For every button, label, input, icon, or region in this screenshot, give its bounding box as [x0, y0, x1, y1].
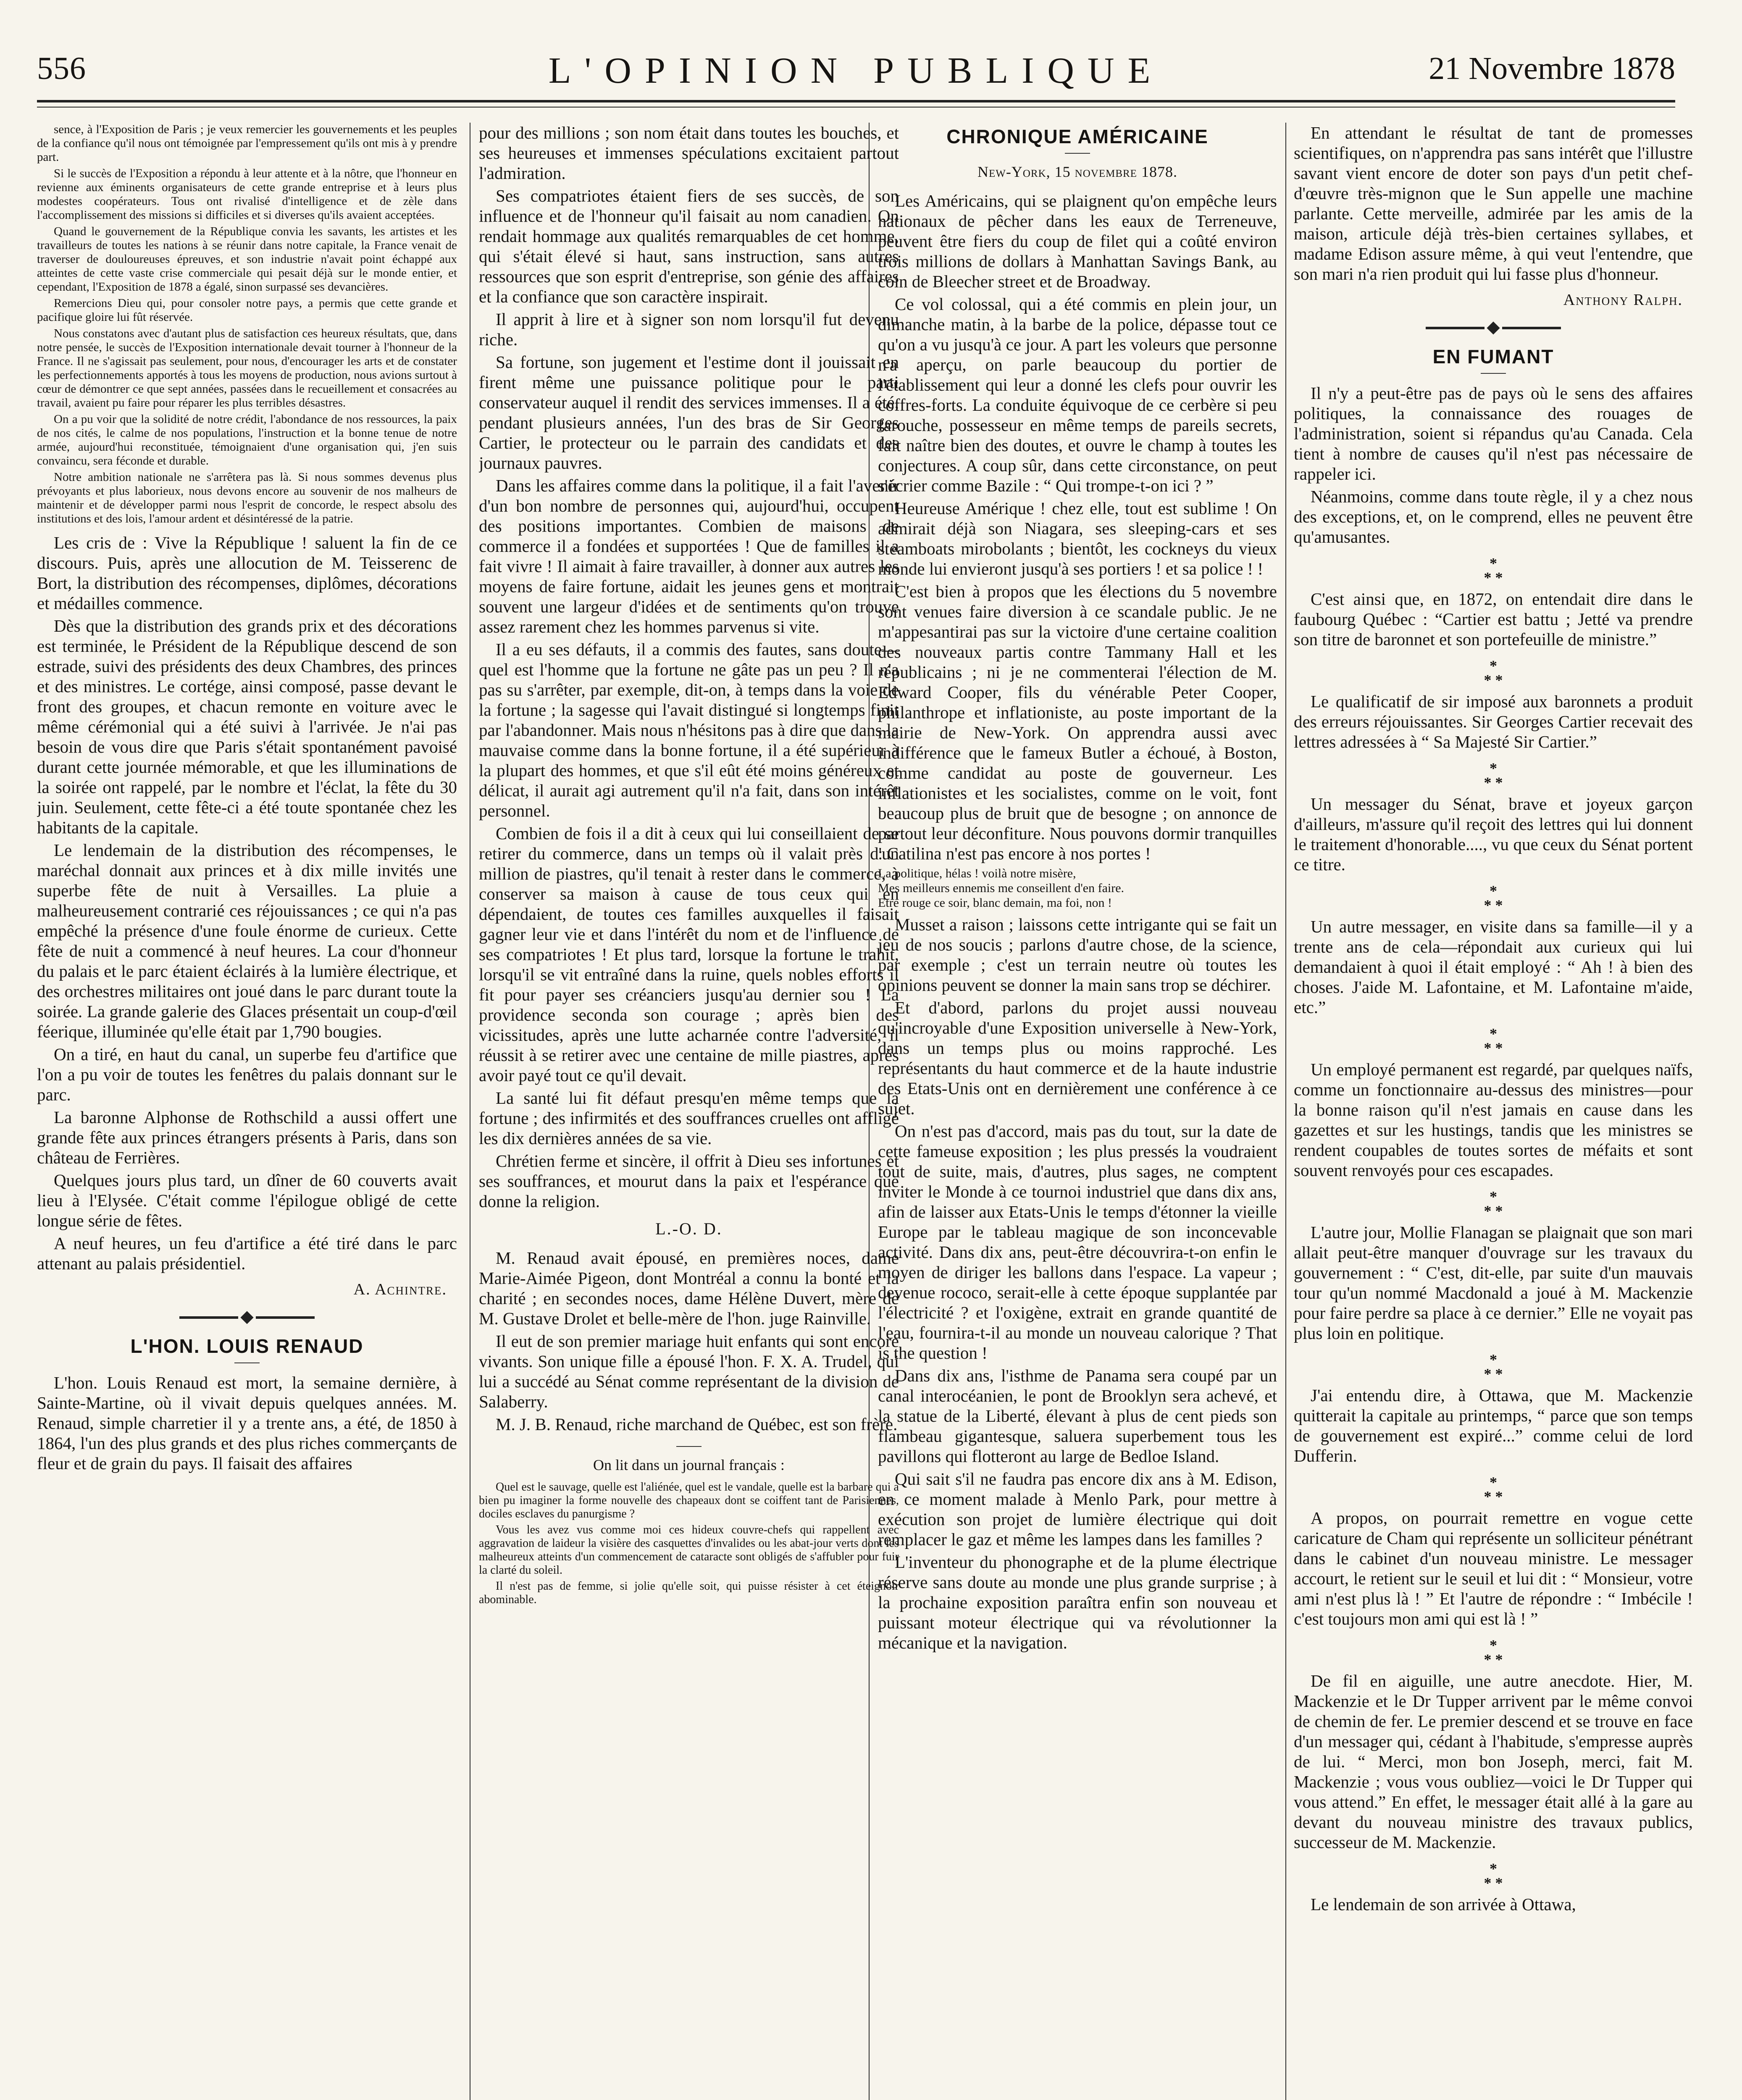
paragraph: Ses compatriotes étaient fiers de ses succès, de son influence et de l'honneur qu'il faisait au nom canadien. On rendait hommage aux qualités remarquables de cet homme, qui s'était élevé si haut, sans instruction, sans autres ressources que son esprit d'entreprise, son génie des affaires et la confiance que son caractère inspirait. [479, 186, 899, 306]
paragraph: sence, à l'Exposition de Paris ; je veux remercier les gouvernements et les peuples de la confiance qu'il nous ont témoignée par l'empressement qu'ils ont mis à y prendre part. [37, 123, 457, 164]
column-2 [479, 123, 899, 2100]
paragraph: M. J. B. Renaud, riche marchand de Québec, est son frère. [496, 1415, 898, 1434]
paragraph: Remercions Dieu qui, pour consoler notre pays, a permis que cette grande et pacifique gloire lui fût réservée. [37, 297, 457, 324]
paragraph: On a tiré, en haut du canal, un superbe feu d'artifice que l'on a pu voir de toutes les fenêtres du palais donnant sur le parc. [37, 1045, 457, 1104]
paragraph: Chrétien ferme et sincère, il offrit à Dieu ses infortunes et ses souffrances, et mourut dans la paix et l'espérance que donne la religion. [479, 1151, 899, 1211]
paragraph: Le lendemain de la distribution des récompenses, le maréchal donnait aux princes et à dix mille invités une superbe fête de nuit à Versailles. La pluie a malheureusement contrarié ces réjouissances ; ce qui n'a pas empêché la présence d'une foule énorme de curieux. Cette fête de nuit a commencé à neuf heures. La cour d'honneur du palais et le parc étaient éclairés à la lumière électrique, et des orchestres militaires ont joué dans le parc durant toute la soirée. La grande galerie des Glaces présentait un coup-d'œil féerique, illuminée qu'elle était par 1,790 bougies. [37, 840, 457, 1041]
paragraph: De fil en aiguille, une autre anecdote. Hier, M. Mackenzie et le Dr Tupper arrivent par le même convoi de chemin de fer. Le premier descend et se trouve en face d'un messager qui, cédant à l'habitude, s'empresse auprès de lui. “ Merci, mon bon Joseph, merci, fait M. Mackenzie ; vous vous oubliez—voici le Dr Tupper qui vous attend.” En effet, le messager était allé à la gare au devant du nouveau ministre des travaux publics, successeur de M. Mackenzie. [1294, 1671, 1693, 1852]
paragraph: Quel est le sauvage, quelle est l'aliénée, quel est le vandale, quelle est la barbare qui a bien pu imaginer la forme nouvelle des chapeaux dont se coiffent tant de Parisiennes, dociles esclaves du panurgisme ? [479, 1480, 899, 1520]
column-divider [1285, 123, 1286, 2100]
paragraph: Un employé permanent est regardé, par quelques naïfs, comme un fonctionnaire au-dessus des ministres—pour la bonne raison qu'il n'est jamais en cause dans les gazettes et sur les hustings, tandis que les ministres se rendent coupables de toutes sortes de méfaits et sont souvent renvoyés pour ces escapades. [1294, 1060, 1693, 1180]
paragraph: Vous les avez vus comme moi ces hideux couvre-chefs qui rappellent avec aggravation de laideur la visière des casquettes d'invalides ou les abat-jour verts dont les malheureux atteints d'un commencement de cataracte sont obligés de s'affubler pour fuir la clarté du soleil. [479, 1523, 899, 1577]
renaud-family [479, 1248, 899, 1434]
header-rule [37, 100, 1675, 102]
paragraph: Il a eu ses défauts, il a commis des fautes, sans doute—quel est l'homme que la fortune ne gâte pas un peu ? Il n'a pas su s'arrêter, par exemple, dit-on, à temps dans la voie de la fortune ; la sagesse qui l'avait distingué si longtemps finit par l'abandonner. Mais nous n'hésitons pas à dire que dans la mauvaise comme dans la bonne fortune, il a été supérieur à la plupart des hommes, et que s'il eût été moins généreux et délicat, il aurait agi autrement qu'il n'a fait, dans son intérêt personnel. [479, 640, 899, 820]
asterism: * * * [1484, 1351, 1503, 1382]
paragraph: A neuf heures, un feu d'artifice a été tiré dans le parc attenant au palais présidentiel. [37, 1234, 457, 1273]
paragraph: Dans les affaires comme dans la politique, il a fait l'avenir d'un bon nombre de personnes qui, aujourd'hui, occupent des positions importantes. Combien de maisons de commerce il a fondées et supportées ! Que de familles il a fait vivre ! Il aimait à faire travailler, à donner aux autres les moyens de faire fortune, aidait les jeunes gens et montrait souvent une largeur d'idées et de sentiments qu'on trouve assez rarement chez les hommes parvenus si vite. [479, 476, 899, 636]
paragraph: J'ai entendu dire, à Ottawa, que M. Mackenzie quitterait la capitale au printemps, “ parce que son temps de gouvernement est expiré...” comme celui de lord Dufferin. [1294, 1386, 1693, 1465]
paragraph: Dès que la distribution des grands prix et des décorations est terminée, le Président de la République descend de son estrade, suivi des présidents des deux Chambres, des princes et des ministres. Le cortége, ainsi composé, passe devant le front des groupes, et chacun remonte en voiture avec le même cérémonial qui a été suivi à l'arrivée. Je n'ai pas besoin de vous dire que Paris s'était spontanément pavoisé durant cette journée mémorable, et que les illuminations de la soirée ont rappelé, par le nombre et l'éclat, la fête du 30 juin. Seulement, cette fête-ci a été toute spontanée chez les habitants de la capitale. [37, 616, 457, 837]
asterism: * * * [1484, 1025, 1503, 1056]
article-signature: L.-O. D. [655, 1219, 723, 1238]
article-signature: A. Achintre. [353, 1281, 447, 1298]
section-ornament [1294, 323, 1693, 333]
en-fumant-text [1294, 383, 1693, 1914]
paragraph: Dans dix ans, l'isthme de Panama sera coupé par un canal interocéanien, le pont de Brooklyn sera achevé, et la statue de la Liberté, élevant à plus de cent pieds son flambeau gigantesque, saluera superbement tous les pavillons qui flotteront au large de Bedloe Island. [878, 1366, 1277, 1466]
chronique-text [878, 191, 1277, 864]
paragraph: Et d'abord, parlons du projet aussi nouveau qu'incroyable d'une Exposition universelle à New-York, dans un temps plus ou moins rapproché. Les représentants du haut commerce et de la haute industrie des Etats-Unis ont en dernièrement une conférence à ce sujet. [878, 998, 1277, 1118]
paragraph: C'est bien à propos que les élections du 5 novembre sont venues faire diversion à ce scandale public. Je ne m'appesantirai pas sur la victoire d'une certaine coalition des nouveaux partis contre Tammany Hall et les républicains ; ni je ne commenterai l'élection de M. Edward Cooper, fils du vénérable Peter Cooper, philanthrope et inflationiste, au poste important de la mairie de New-York. On apprendra aussi avec indifférence que le fameux Butler a échoué, à Boston, comme candidat au poste de gouverneur. Les inflationistes et les socialistes, comme on le voit, font beaucoup plus de bruit que de besogne ; on annonce de partout leur déconfiture. Nous pouvons dormir tranquilles : Catilina n'est pas encore à nos portes ! [878, 582, 1277, 863]
paragraph: Le lendemain de son arrivée à Ottawa, [1311, 1895, 1576, 1914]
renaud-article-cont [479, 123, 899, 1211]
verse-line: Mes meilleurs ennemis me conseillent d'en faire. [878, 881, 1125, 895]
paragraph: L'autre jour, Mollie Flanagan se plaignait que son mari allait peut-être manquer d'ouvrage sur les travaux du gouvernement : “ C'est, dit-elle, par suite d'un mauvais tour qu'un nommé Macdonald a joué à M. Mackenzie pour faire perdre sa place à ce dernier.” Elle ne voyait pas plus loin en politique. [1294, 1223, 1693, 1343]
paragraph: Ce vol colossal, qui a été commis en plein jour, un dimanche matin, à la barbe de la police, dépasse tout ce qu'on a vu jusqu'à ce jour. A part les voleurs que personne n'a aperçu, on parle beaucoup du portier de l'établissement qui leur a donné les clefs pour ouvrir les coffres-forts. La conduite équivoque de ce cerbère si peu farouche, possesseur en même temps de pareils secrets, fait naître bien des doutes, et ouvre le champ à toutes les conjectures. A coup sûr, dans cette circonstance, on peut s'écrier comme Bazile : “ Qui trompe-t-on ici ? ” [878, 294, 1277, 495]
paragraph: On n'est pas d'accord, mais pas du tout, sur la date de cette fameuse exposition ; les plus pressés la voudraient tout de suite, mais, d'autres, plus sages, ne comptent inviter le Monde à ce tournoi industriel que dans dix ans, afin de laisser aux Etats-Unis le temps d'étonner la vieille Europe par le tableau magique de son inconcevable activité. Dans dix ans, peut-être découvrira-t-on enfin le moyen de diriger les ballons dans l'espace. La vapeur ; devenue rococo, serait-elle à cette époque supplantée par l'électricité ? et l'oxigène, extrait en grande quantité de l'eau, fournira-t-il au monde un nouveau calorique ? That is the question ! [878, 1121, 1277, 1362]
asterism: * * * [1484, 1188, 1503, 1219]
paragraph: Les cris de : Vive la République ! saluent la fin de ce discours. Puis, après une allocution de M. Teisserenc de Bort, la distribution des récompenses, diplômes, décorations et médailles commence. [37, 533, 457, 613]
verse-quote [878, 866, 1277, 910]
paragraph: M. Renaud avait épousé, en premières noces, dame Marie-Aimée Pigeon, dont Montréal a connu la bonté et la charité ; en secondes noces, dame Hélène Duvert, mère de M. Gustave Drolet et belle-mère de l'hon. juge Rainville. [479, 1248, 899, 1328]
paragraph: Néanmoins, comme dans toute règle, il y a chez nous des exceptions, et, on le comprend, elles ne peuvent être qu'amusantes. [1294, 487, 1693, 546]
paragraph: Il apprit à lire et à signer son nom lorsqu'il fut devenu riche. [479, 310, 899, 349]
paragraph: Il n'y a peut-être pas de pays où le sens des affaires politiques, la connaissance des rouages de l'administration, soient si répandus qu'au Canada. Cela tient à nombre de causes qu'il n'est pas nécessaire de rappeler ici. [1294, 383, 1693, 483]
page-number: 556 [37, 51, 86, 86]
paragraph: Heureuse Amérique ! chez elle, tout est sublime ! On admirait déjà son Niagara, ses sleeping-cars et ses steamboats mirobolants ; bientôt, les cockneys du vieux monde lui envieront jusqu'à ses portiers ! et sa police ! ! [878, 499, 1277, 578]
paragraph: L'inventeur du phonographe et de la plume électrique réserve sans doute au monde une plus grande surprise ; à la prochaine exposition paraîtra enfin son nouveau et puissant moteur électrique qui va révolutionner la mécanique et la navigation. [878, 1552, 1277, 1652]
chronique-ending [1294, 123, 1693, 284]
verse-line: La politique, hélas ! voilà notre misère, [878, 866, 1076, 880]
paragraph: Un autre messager, en visite dans sa famille—il y a trente ans de cela—répondait aux curieux qui lui demandaient à quoi il était employé : “ Ah ! à bien des choses. J'aide M. Lafontaine, et M. Lafontaine m'aide, etc.” [1294, 917, 1693, 1017]
paragraph: Combien de fois il a dit à ceux qui lui conseillaient de se retirer du commerce, dans un temps où il valait près d'un million de piastres, qu'il tenait à rester dans le commerce, à conserver sa maison à cause de tous ceux qui en dépendaient, de toutes ces familles auxquelles il faisait gagner leur vie et dans l'intérêt du nom et de l'influence de ses compatriotes ! Et plus tard, lorsque la fortune le trahit, lorsqu'il se vit entraîné dans la ruine, quels nobles efforts il fit pour payer ses créanciers jusqu'au dernier sou ! La providence seconda son courage ; après bien des vicissitudes, après une lutte acharnée contre l'adversité, il réussit à se retirer avec une centaine de mille piastres, après avoir payé tout ce qu'il devait. [479, 824, 899, 1085]
asterism: * * * [1484, 1637, 1503, 1668]
section-ornament [37, 1313, 457, 1322]
paragraph: La baronne Alphonse de Rothschild a aussi offert une grande fête aux princes étrangers présents à Paris, dans son château de Ferrières. [37, 1108, 457, 1167]
heading-rule [234, 1362, 260, 1363]
section-rule [676, 1446, 702, 1447]
paragraph: Si le succès de l'Exposition a répondu à leur attente et à la nôtre, que l'honneur en revienne aux éminents organisateurs de cette grande entreprise et à leurs plus modestes coopérateurs. Tous ont rivalisé d'intelligence et de zèle dans l'accomplissement des missions si difficiles et si diverses qu'ils avaient acceptées. [37, 167, 457, 222]
heading-rule [1481, 373, 1506, 374]
paragraph: On a pu voir que la solidité de notre crédit, l'abondance de nos ressources, la paix de nos cités, le calme de nos populations, l'instruction et la bonne tenue de notre armée, aujourd'hui reconstituée, témoignaient d'une organisation qui, j'en suis convaincu, sera féconde et durable. [37, 412, 457, 467]
paragraph: Le qualificatif de sir imposé aux baronnets a produit des erreurs réjouissantes. Sir Georges Cartier recevait des lettres adressées à “ Sa Majesté Sir Cartier.” [1294, 692, 1693, 751]
asterism: * * * [1484, 882, 1503, 914]
paragraph: La santé lui fit défaut presqu'en même temps que la fortune ; des infirmités et des souffrances cruelles ont affligé les dix dernières années de sa vie. [479, 1088, 899, 1148]
newspaper-title: L'OPINION PUBLIQUE [548, 50, 1164, 91]
paragraph: Il n'est pas de femme, si jolie qu'elle soit, qui puisse résister à cet éteignoir abominable. [479, 1580, 899, 1606]
asterism: * * * [1484, 1474, 1503, 1505]
paragraph: L'hon. Louis Renaud est mort, la semaine dernière, à Sainte-Martine, où il vivait depuis quelques années. M. Renaud, simple charretier il y a trente ans, a été, de 1850 à 1864, l'un des plus grands et des plus riches commerçants de fleur et de grain du pays. Il faisait des affaires [37, 1373, 457, 1473]
issue-date: 21 Novembre 1878 [1429, 51, 1675, 86]
chronique-text-cont [878, 914, 1277, 1653]
paragraph: Nous constatons avec d'autant plus de satisfaction ces heureux résultats, que, dans notre pensée, le succès de l'Exposition internationale devait tourner à l'honneur de la France. Il ne s'agissait pas seulement, pour nous, d'encourager les arts et de constater les perfectionnements apportés à tous les moyens de production, nous avions surtout à cœur de démontrer ce que sept années, passées dans le recueillement et consacrées au travail, avaient pu faire pour réparer les plus terribles désastres. [37, 327, 457, 410]
paragraph: Sa fortune, son jugement et l'estime dont il jouissait en firent même une puissance politique pour le parti conservateur auquel il rendit des services immenses. Il a été, pendant plusieurs années, l'un des bras de Sir Georges Cartier, le protecteur ou le parrain des candidats et des journaux pauvres. [479, 352, 899, 472]
column-4 [1294, 123, 1693, 2100]
paragraph: Qui sait s'il ne faudra pas encore dix ans à M. Edison, en ce moment malade à Menlo Park, pour mettre à exécution son projet de lumière électrique qui doit remplacer le gaz et même les lampes dans les familles ? [878, 1469, 1277, 1549]
renaud-article [37, 1373, 457, 1473]
paragraph: Musset a raison ; laissons cette intrigante qui se fait un jeu de nos soucis ; parlons d'autre chose, de la science, par exemple ; c'est un terrain neutre où toutes les opinions peuvent se donner la main sans trop se déchirer. [878, 915, 1277, 995]
paragraph: Il eut de son premier mariage huit enfants qui sont encore vivants. Son unique fille a épousé l'hon. F. X. A. Trudel, qui lui a succédé au Sénat comme représentant de la division de Salaberry. [479, 1331, 899, 1411]
paragraph: Un messager du Sénat, brave et joyeux garçon d'ailleurs, m'assure qu'il reçoit des lettres qui lui donnent le traitement d'honorable...., vu que ceux du Sénat portent ce titre. [1294, 794, 1693, 874]
journal-heading: On lit dans un journal français : [593, 1457, 785, 1473]
verse-line: Etre rouge ce soir, blanc demain, ma foi, non ! [878, 896, 1112, 910]
asterism: * * * [1484, 555, 1503, 586]
paragraph: Les Américains, qui se plaignent qu'on empêche leurs nationaux de pêcher dans les eaux de Terreneuve, peuvent être fiers du coup de filet qui a coûté environ trois millions de dollars à Manhattan Savings Bank, au coin de Bleecher street et de Broadway. [878, 191, 1277, 291]
column-1 [37, 123, 457, 2100]
paragraph: En attendant le résultat de tant de promesses scientifiques, on n'apprendra pas sans intérêt que l'illustre savant vient encore de doter son pays d'un petit chef-d'œuvre très-mignon que le Sun appelle une machine parlante. Cette merveille, admirée par les amis de la maison, articule déjà très-bien certaines syllabes, et madame Edison assure même, à qui veut l'entendre, que son mari n'a rien produit qui lui fasse plus d'honneur. [1294, 123, 1693, 284]
article-heading: CHRONIQUE AMÉRICAINE [946, 126, 1209, 147]
journal-excerpt [479, 1480, 899, 1606]
paragraph: Quand le gouvernement de la République convia les savants, les artistes et les travailleurs de toutes les nations à se réunir dans notre capitale, la France venait de traverser de douloureuses épreuves, et son industrie n'avait point échappé aux atteintes de cette vaste crise commerciale qui pesait déjà sur le monde entier, et cependant, l'Exposition de 1878 a égalé, sinon surpassé ses devancières. [37, 225, 457, 294]
article-signature: Anthony Ralph. [1563, 291, 1683, 309]
speech-text [37, 123, 457, 526]
paragraph: A propos, on pourrait remettre en vogue cette caricature de Cham qui représente un solliciteur pénétrant dans le cabinet d'un nouveau ministre. Le messager accourt, le retient sur le seuil et lui dit : “ Monsieur, votre ami n'est plus là ! ” Et l'autre de répondre : “ Imbécile ! c'est toujours mon ami qui est là ! ” [1294, 1508, 1693, 1628]
article-heading: EN FUMANT [1432, 346, 1554, 368]
dateline: New-York, 15 novembre 1878. [977, 163, 1177, 180]
paragraph: Quelques jours plus tard, un dîner de 60 couverts avait lieu à l'Elysée. C'était comme l'épilogue obligé de cette longue série de fêtes. [37, 1171, 457, 1230]
heading-rule [1065, 153, 1090, 154]
paragraph: C'est ainsi que, en 1872, on entendait dire dans le faubourg Québec : “Cartier est battu ; Jetté va prendre son titre de baronnet et son portefeuille de ministre.” [1294, 589, 1693, 649]
column-3 [878, 123, 1277, 2100]
article-heading: L'HON. LOUIS RENAUD [130, 1335, 364, 1357]
paragraph: pour des millions ; son nom était dans toutes les bouches, et ses heureuses et immenses spéculations excitaient partout l'admiration. [479, 123, 899, 183]
narrative-text [37, 533, 457, 1273]
asterism: * * * [1484, 760, 1503, 791]
masthead [37, 50, 1675, 118]
asterism: * * * [1484, 657, 1503, 688]
header-rule-thin [37, 107, 1675, 108]
paragraph: Notre ambition nationale ne s'arrêtera pas là. Si nous sommes devenus plus prévoyants et plus laborieux, nous devons encore au souvenir de nos malheurs de maintenir et de développer parmi nous l'esprit de concorde, le respect absolu des institutions et des lois, l'amour ardent et désintéressé de la patrie. [37, 470, 457, 525]
asterism: * * * [1484, 1860, 1503, 1891]
